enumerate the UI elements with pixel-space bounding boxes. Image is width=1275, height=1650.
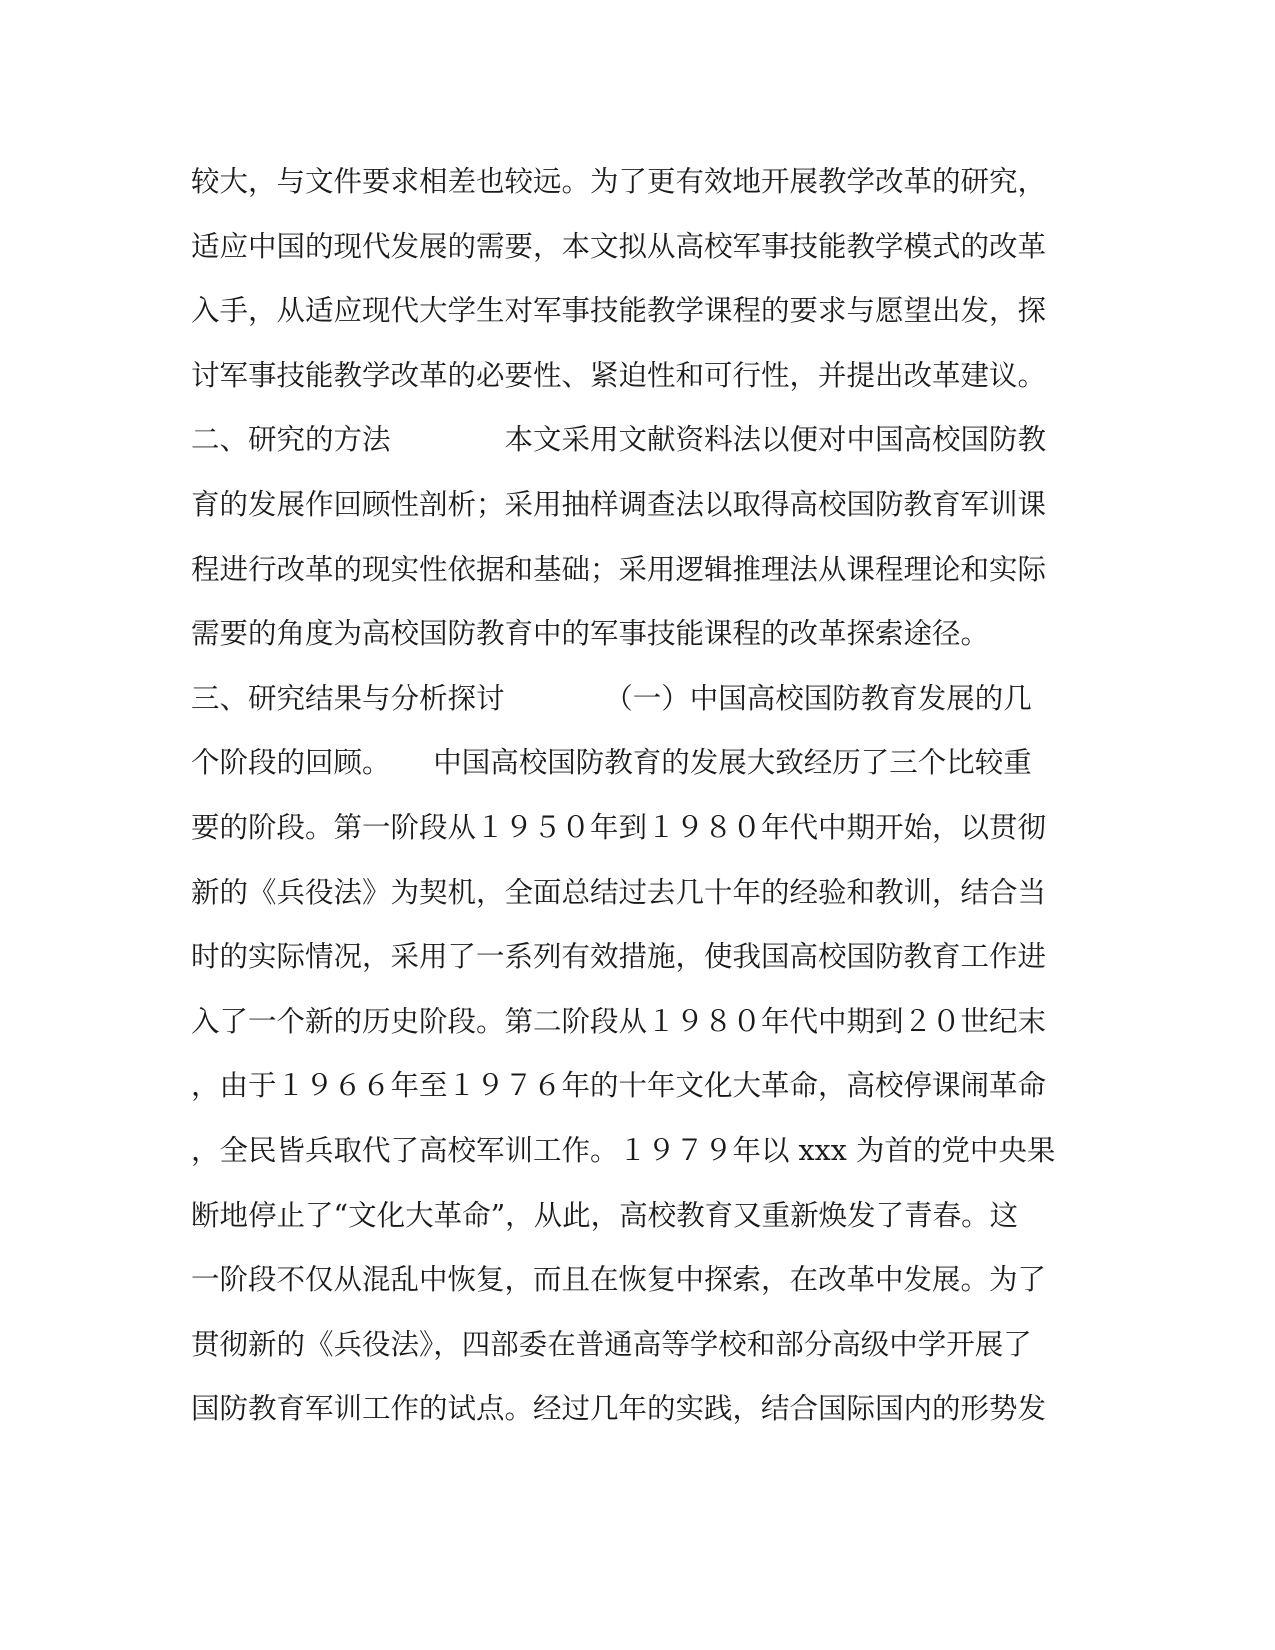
text-line: 程进行改革的现实性依据和基础；采用逻辑推理法从课程理论和实际 — [191, 552, 1047, 586]
text-line: 适应中国的现代发展的需要，本文拟从高校军事技能教学模式的改革 — [191, 229, 1047, 263]
text-line: ，由于１９６６年至１９７６年的十年文化大革命，高校停课闹革命 — [191, 1069, 1047, 1103]
text-line: 个阶段的回顾。 中国高校国防教育的发展大致经历了三个比较重 — [191, 746, 1032, 780]
text-line: 讨军事技能教学改革的必要性、紧迫性和可行性，并提出改革建议。 — [191, 358, 1047, 392]
text-line: 入了一个新的历史阶段。第二阶段从１９８０年代中期到２０世纪末 — [191, 1004, 1047, 1038]
text-line: 育的发展作回顾性剖析；采用抽样调查法以取得高校国防教育军训课 — [191, 487, 1047, 521]
text-line: 一阶段不仅从混乱中恢复，而且在恢复中探索，在改革中发展。为了 — [191, 1263, 1047, 1297]
text-line: 时的实际情况，采用了一系列有效措施，使我国高校国防教育工作进 — [191, 940, 1047, 974]
body-text — [191, 150, 1071, 1442]
text-line: 国防教育军训工作的试点。经过几年的实践，结合国际国内的形势发 — [191, 1392, 1047, 1426]
text-line: 贯彻新的《兵役法》，四部委在普通高等学校和部分高级中学开展了 — [191, 1327, 1032, 1361]
text-line: ，全民皆兵取代了高校军训工作。１９７９年以 xxx 为首的党中央果 — [191, 1133, 1056, 1167]
section-heading-line: 三、研究结果与分析探讨 （一）中国高校国防教育发展的几 — [191, 681, 1032, 715]
text-line: 入手，从适应现代大学生对军事技能教学课程的要求与愿望出发，探 — [191, 294, 1047, 328]
text-line: 较大，与文件要求相差也较远。为了更有效地开展教学改革的研究， — [191, 165, 1047, 198]
text-line: 要的阶段。第一阶段从１９５０年到１９８０年代中期开始，以贯彻 — [191, 810, 1047, 844]
text-line: 需要的角度为高校国防教育中的军事技能课程的改革探索途径。 — [191, 617, 990, 651]
section-heading-line: 二、研究的方法 本文采用文献资料法以便对中国高校国防教 — [191, 423, 1047, 457]
text-line: 新的《兵役法》为契机，全面总结过去几十年的经验和教训，结合当 — [191, 875, 1047, 909]
text-line: 断地停止了“文化大革命”，从此，高校教育又重新焕发了青春。这 — [191, 1198, 1019, 1232]
